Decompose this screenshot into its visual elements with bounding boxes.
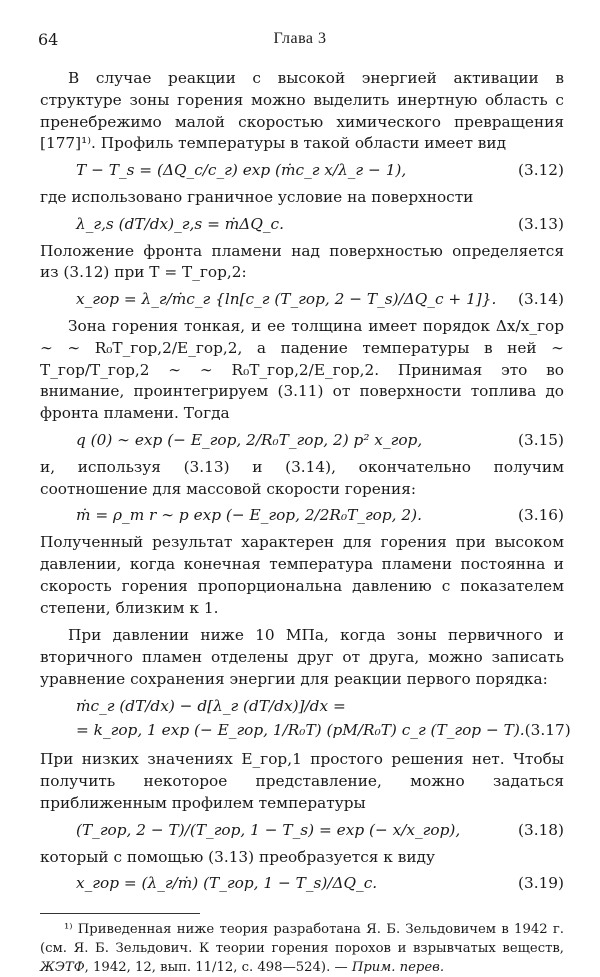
equation-3-15 bbox=[40, 430, 564, 452]
footnote-translator-note: Прим. перев. bbox=[351, 960, 445, 976]
equation-3-16 bbox=[40, 505, 564, 527]
paragraph-1: В случае реакции с высокой энергией активации в структуре зоны горения можно выделить инертную область с пренебрежимо малой скоростью химического превращения [177]¹⁾. Профиль температуры в такой области имеет вид bbox=[40, 69, 564, 153]
equation-3-17-line-2 bbox=[40, 720, 571, 742]
equation-3-13 bbox=[40, 214, 564, 236]
equation-expression: = k_гор, 1 exp (− E_гор, 1/R₀T) (pM/R₀T) c_г (T_гор − T). bbox=[76, 720, 525, 739]
paragraph-6: Полученный результат характерен для горения при высоком давлении, когда конечная температура пламени постоянна и скорость горения пропорциональна давлению с показателем степени, близким к 1. bbox=[40, 533, 564, 617]
chapter-title: Глава 3 bbox=[273, 30, 327, 47]
footnote bbox=[40, 920, 564, 977]
page-body bbox=[40, 68, 571, 977]
equation-number: (3.12) bbox=[518, 161, 564, 180]
equation-expression: ṁ = ρ_т r ∼ p exp (− E_гор, 2/2R₀T_гор, 2). bbox=[76, 506, 422, 525]
equation-3-17-line-1 bbox=[40, 696, 564, 718]
paragraph-9: который с помощью (3.13) преобразуется к виду bbox=[40, 847, 435, 866]
paragraph-8: При низких значениях E_гор,1 простого решения нет. Чтобы получить некоторое представление, можно задаться приближенным профилем температуры bbox=[40, 750, 564, 812]
equation-expression: (T_гор, 2 − T)/(T_гор, 1 − T_s) = exp (− x/x_гор), bbox=[76, 820, 461, 839]
equation-3-19 bbox=[40, 873, 564, 895]
footnote-text: ¹⁾ Приведенная ниже теория разработана Я. Б. Зельдовичем в 1942 г. (см. Я. Б. Зельдович. К теории горения порохов и взрывчатых веществ, bbox=[40, 922, 564, 957]
equation-number: (3.16) bbox=[518, 506, 564, 525]
equation-expression: x_гор = (λ_г/ṁ) (T_гор, 1 − T_s)/ΔQ_c. bbox=[76, 874, 378, 893]
paragraph-4: Зона горения тонкая, и ее толщина имеет порядок Δx/x_гор ∼ ∼ R₀T_гор,2/E_гор,2, а падение температуры в ней ∼ T_гор/T_гор,2 ∼ ∼ R₀T_гор,2/E_гор,2. Принимая это во внимание, проинтегрируем (3.11) от поверхности топлива до фронта пламени. Тогда bbox=[40, 316, 564, 423]
equation-3-12 bbox=[40, 160, 564, 182]
equation-number: (3.17) bbox=[524, 720, 571, 739]
equation-expression: λ_г,s (dT/dx)_г,s = ṁΔQ_c. bbox=[76, 214, 284, 233]
paragraph-3: Положение фронта пламени над поверхностью определяется из (3.12) при T = T_гор,2: bbox=[40, 241, 564, 282]
footnote-journal: ЖЭТФ bbox=[40, 960, 85, 976]
page-number: 64 bbox=[38, 30, 59, 49]
equation-number: (3.13) bbox=[518, 214, 564, 233]
equation-expression: q (0) ∼ exp (− E_гор, 2/R₀T_гор, 2) p² x_гор, bbox=[76, 430, 423, 449]
equation-expression: x_гор = λ_г/ṁc_г {ln[c_г (T_гор, 2 − T_s)/ΔQ_c + 1]}. bbox=[76, 290, 497, 309]
footnote-divider bbox=[40, 913, 200, 914]
paragraph-5: и, используя (3.13) и (3.14), окончательно получим соотношение для массовой скорости горения: bbox=[40, 457, 564, 498]
equation-number: (3.19) bbox=[518, 874, 564, 893]
equation-expression: T − T_s = (ΔQ_c/c_г) exp (ṁc_г x/λ_г − 1), bbox=[76, 161, 407, 180]
equation-number: (3.15) bbox=[518, 430, 564, 449]
page-header bbox=[38, 30, 562, 48]
equation-3-14 bbox=[40, 289, 564, 311]
paragraph-7: При давлении ниже 10 МПа, когда зоны первичного и вторичного пламен отделены друг от друга, можно записать уравнение сохранения энергии для реакции первого порядка: bbox=[40, 626, 564, 688]
equation-number: (3.18) bbox=[518, 820, 564, 839]
equation-expression: ṁc_г (dT/dx) − d[λ_г (dT/dx)]/dx = bbox=[76, 696, 346, 715]
equation-3-18 bbox=[40, 820, 564, 842]
equation-number: (3.14) bbox=[518, 290, 564, 309]
paragraph-2: где использовано граничное условие на поверхности bbox=[40, 187, 474, 206]
footnote-reference: , 1942, 12, вып. 11/12, с. 498—524). — bbox=[84, 960, 352, 976]
